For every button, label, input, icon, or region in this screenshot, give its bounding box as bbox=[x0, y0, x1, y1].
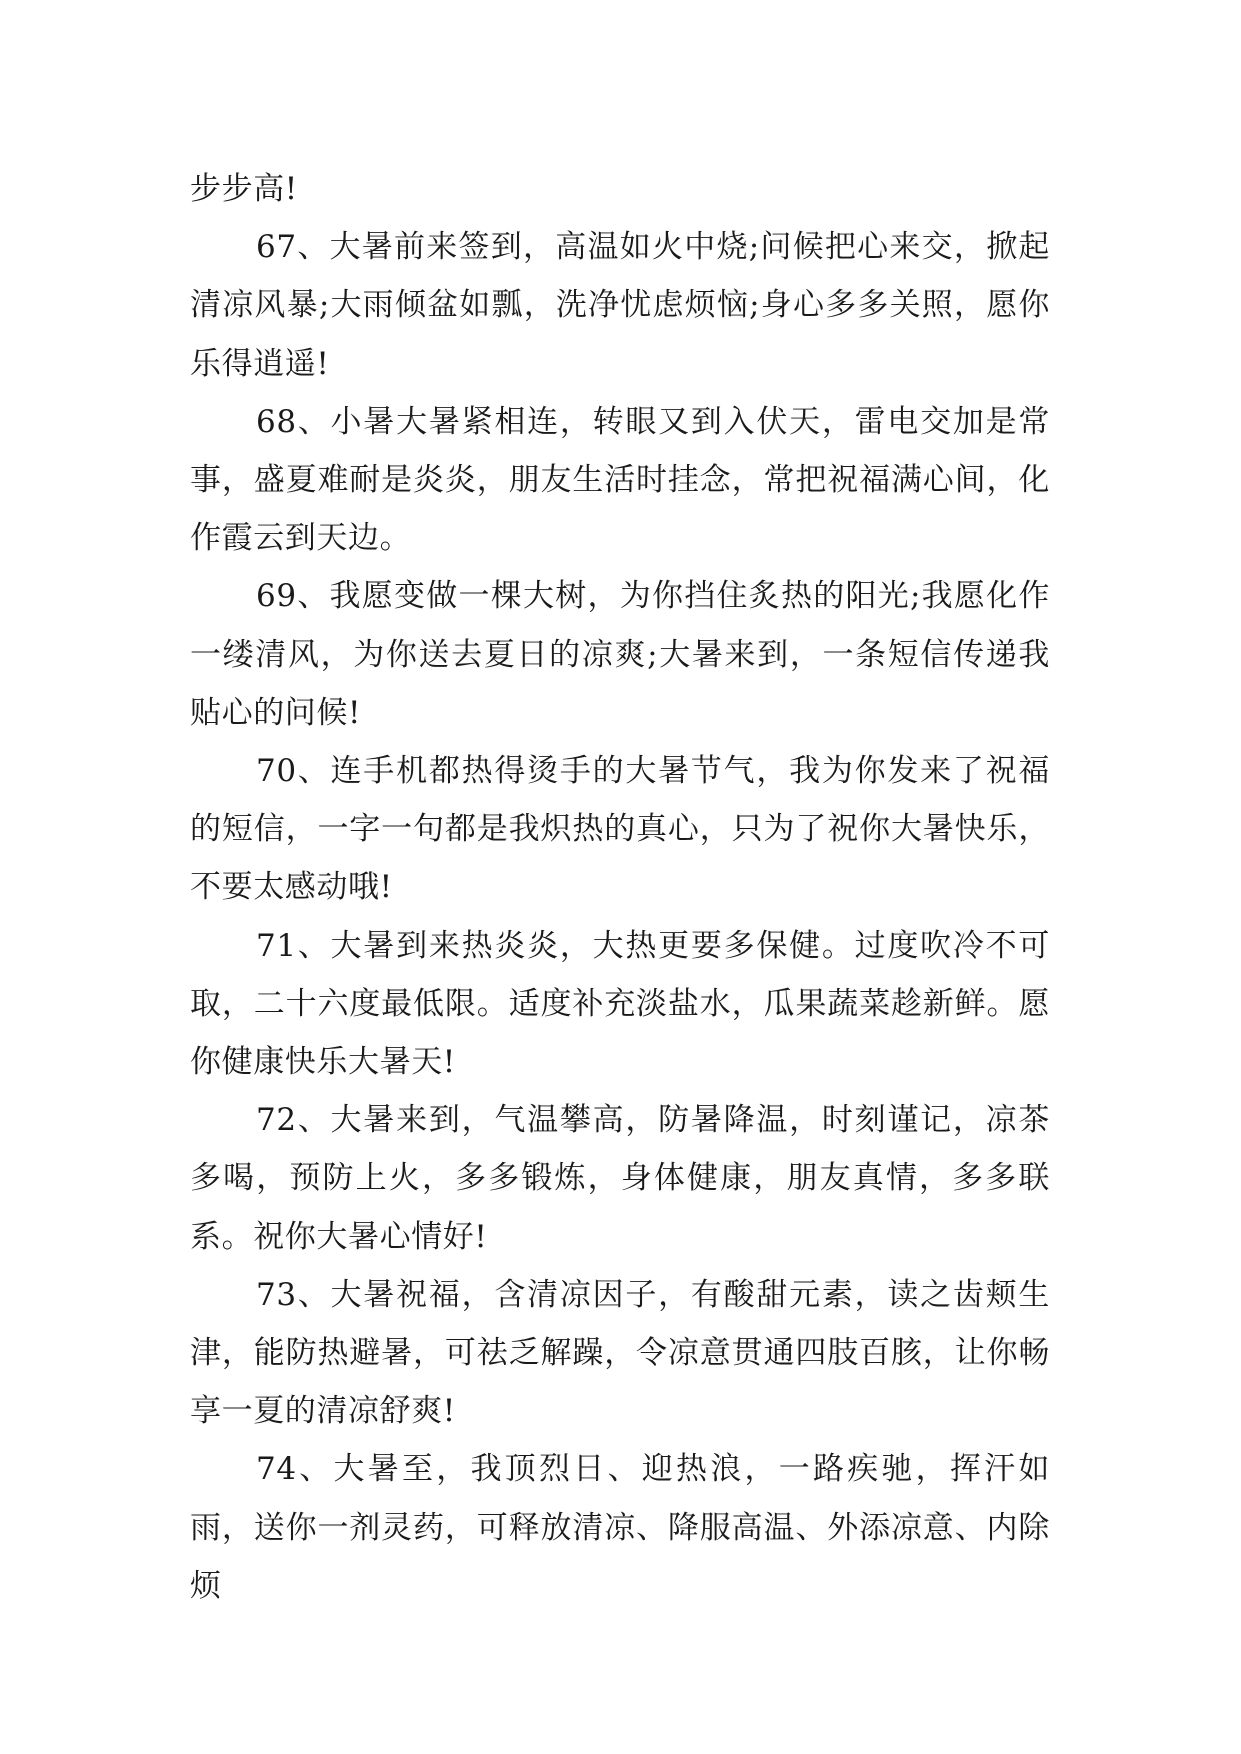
paragraph-70: 70、连手机都热得烫手的大暑节气，我为你发来了祝福的短信，一字一句都是我炽热的真心，只为了祝你大暑快乐，不要太感动哦! bbox=[190, 753, 1050, 906]
paragraph-71: 71、大暑到来热炎炎，大热更要多保健。过度吹冷不可取，二十六度最低限。适度补充淡盐水，瓜果蔬菜趁新鲜。愿你健康快乐大暑天! bbox=[190, 927, 1050, 1081]
paragraph-69: 69、我愿变做一棵大树，为你挡住炙热的阳光;我愿化作一缕清风，为你送去夏日的凉爽;大暑来到，一条短信传递我贴心的问候! bbox=[190, 578, 1050, 731]
paragraph-74: 74、大暑至，我顶烈日、迎热浪，一路疾驰，挥汗如雨，送你一剂灵药，可释放清凉、降服高温、外添凉意、内除烦 bbox=[190, 1451, 1050, 1604]
paragraph-72: 72、大暑来到，气温攀高，防暑降温，时刻谨记，凉茶多喝，预防上火，多多锻炼，身体健康，朋友真情，多多联系。祝你大暑心情好! bbox=[190, 1102, 1050, 1255]
paragraph-67: 67、大暑前来签到，高温如火中烧;问候把心来交，掀起清凉风暴;大雨倾盆如瓢，洗净忧虑烦恼;身心多多关照，愿你乐得逍遥! bbox=[190, 229, 1050, 382]
paragraph-continuation: 步步高! bbox=[190, 171, 298, 207]
document-body bbox=[190, 160, 1050, 1615]
paragraph-73: 73、大暑祝福，含清凉因子，有酸甜元素，读之齿颊生津，能防热避暑，可祛乏解躁，令凉意贯通四肢百胲，让你畅享一夏的清凉舒爽! bbox=[190, 1276, 1050, 1430]
paragraph-68: 68、小暑大暑紧相连，转眼又到入伏天，雷电交加是常事，盛夏难耐是炎炎，朋友生活时挂念，常把祝福满心间，化作霞云到天边。 bbox=[190, 403, 1050, 557]
